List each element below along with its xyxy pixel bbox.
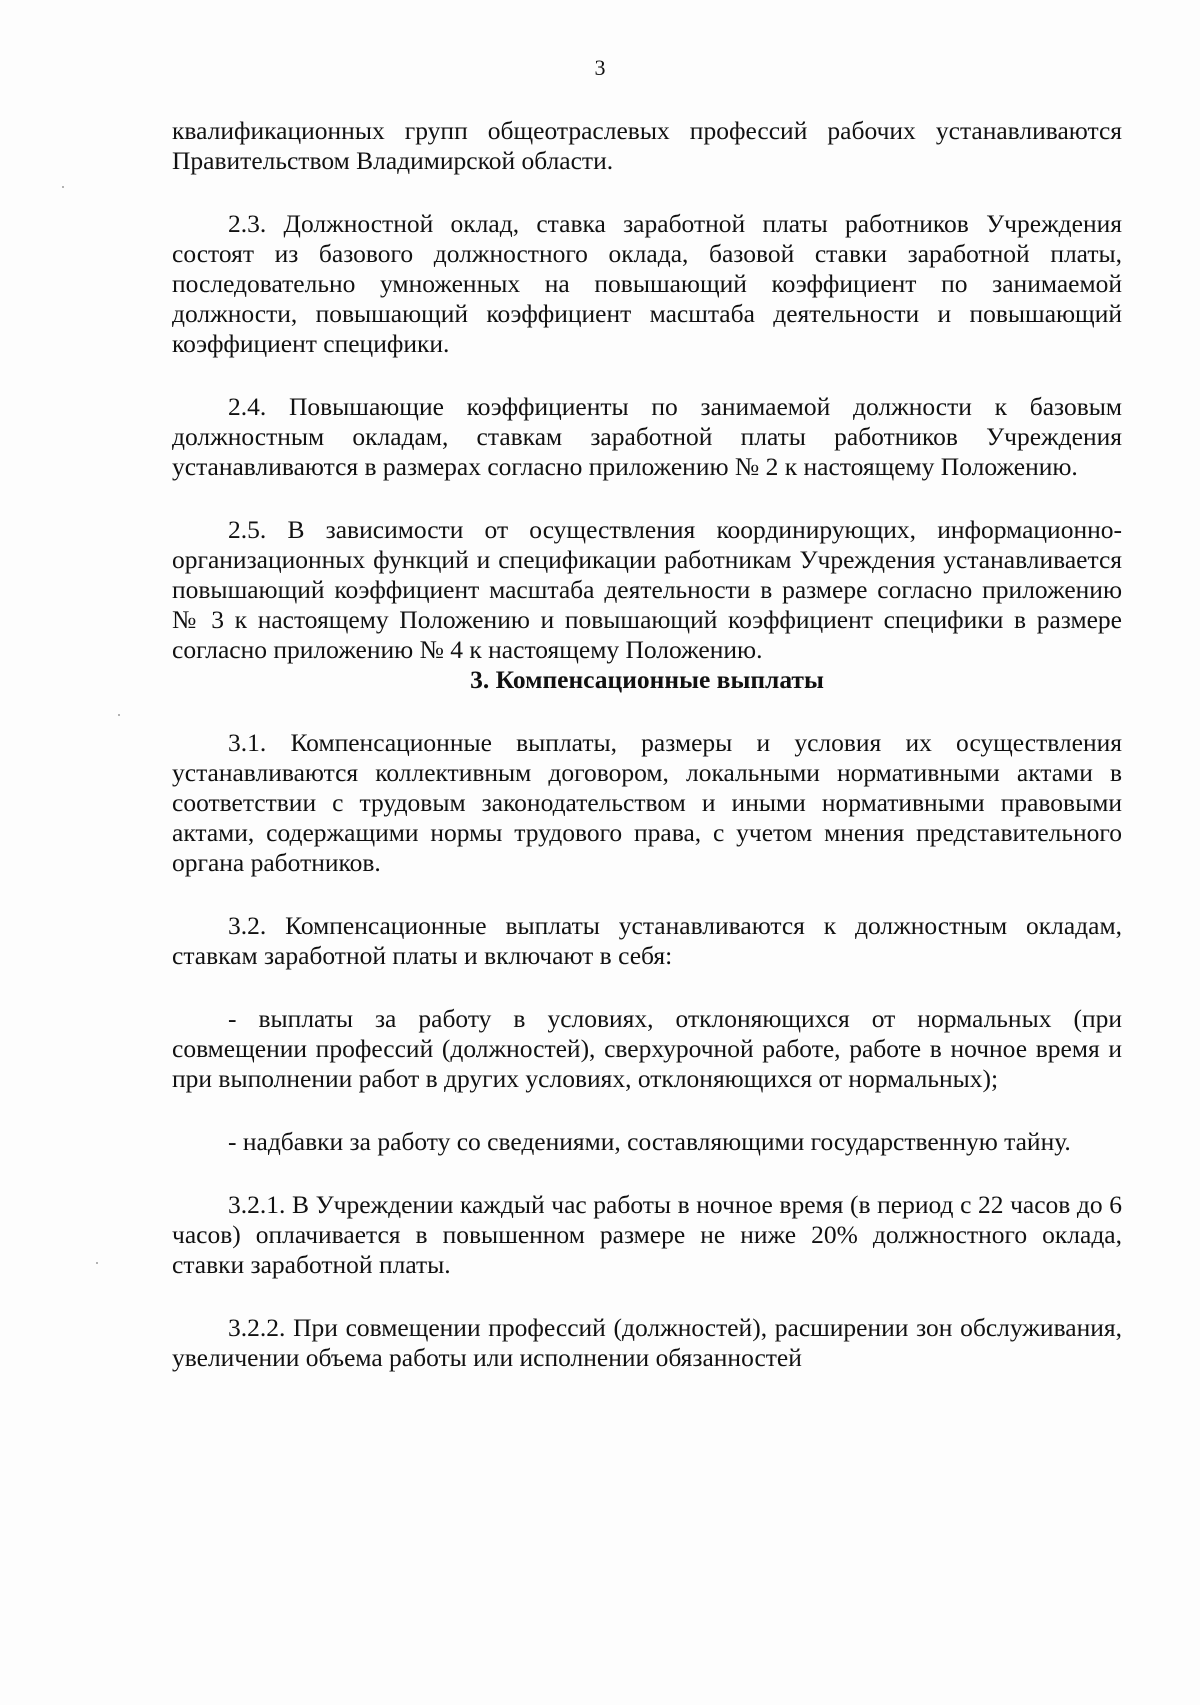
document-body [172,116,1122,1373]
paragraph-continuation: квалификационных групп общеотраслевых профессий рабочих устанавливаются Правительством Владимирской области. [172,116,1122,175]
paragraph-2-3: 2.3. Должностной оклад, ставка заработной платы работников Учреждения состоят из базового должностного оклада, базовой ставки заработной платы, последовательно умноженных на повышающий коэффициент по занимаемой должности, повышающий коэффициент масштаба деятельности и повышающий коэффициент специфики. [172,209,1122,358]
paragraph-3-1: 3.1. Компенсационные выплаты, размеры и условия их осуществления устанавливаются коллективным договором, локальными нормативными актами в соответствии с трудовым законодательством и иными нормативными правовыми актами, содержащими нормы трудового права, с учетом мнения представительного органа работников. [172,728,1122,877]
page-number: 3 [594,55,606,80]
scan-speck [62,186,64,188]
list-item-state-secret-allowance: - надбавки за работу со сведениями, составляющими государственную тайну. [228,1127,1071,1156]
scan-speck [96,1262,98,1264]
paragraph-3-2-1: 3.2.1. В Учреждении каждый час работы в ночное время (в период с 22 часов до 6 часов) оплачивается в повышенном размере не ниже 20% должностного оклада, ставки заработной платы. [172,1190,1122,1279]
paragraph-2-4: 2.4. Повышающие коэффициенты по занимаемой должности к базовым должностным окладам, ставкам заработной платы работников Учреждения устанавливаются в размерах согласно приложению № 2 к настоящему Положению. [172,392,1122,481]
list-item-night-overtime-payments: - выплаты за работу в условиях, отклоняющихся от нормальных (при совмещении профессий (должностей), сверхурочной работе, работе в ночное время и при выполнении работ в других условиях, отклоняющихся от нормальных); [172,1004,1122,1093]
paragraph-2-5: 2.5. В зависимости от осуществления координирующих, информационно-организационных функций и спецификации работникам Учреждения устанавливается повышающий коэффициент масштаба деятельности в размере согласно приложению № 3 к настоящему Положению и повышающий коэффициент специфики в размере согласно приложению № 4 к настоящему Положению. [172,515,1122,664]
scan-speck [118,714,120,716]
paragraph-3-2-2: 3.2.2. При совмещении профессий (должностей), расширении зон обслуживания, увеличении объема работы или исполнении обязанностей [172,1313,1122,1372]
paragraph-3-2: 3.2. Компенсационные выплаты устанавливаются к должностным окладам, ставкам заработной платы и включают в себя: [172,911,1122,970]
section-3-heading: 3. Компенсационные выплаты [470,665,824,694]
